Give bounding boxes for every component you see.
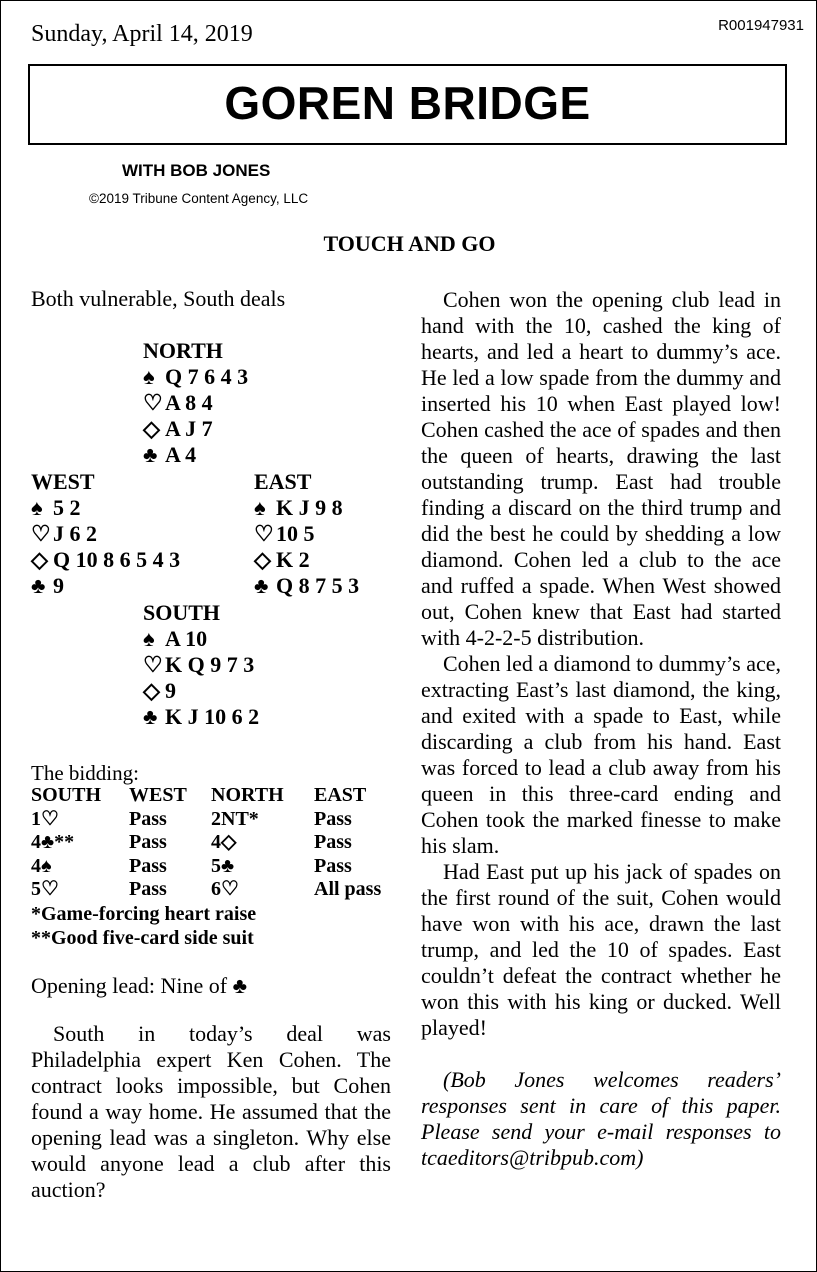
club-icon: ♣ — [143, 442, 158, 467]
bid-cell: Pass — [129, 831, 167, 853]
page-title: GOREN BRIDGE — [224, 77, 591, 129]
spade-icon: ♠ — [254, 495, 266, 520]
south-label: SOUTH — [143, 600, 221, 625]
vulnerability-line: Both vulnerable, South deals — [31, 286, 286, 311]
bid-cell: 5♡ — [31, 878, 59, 900]
copyright: ©2019 Tribune Content Agency, LLC — [89, 191, 309, 206]
heart-icon: ♡ — [143, 652, 163, 677]
north-hearts: A 8 4 — [165, 390, 213, 415]
east-label: EAST — [254, 469, 312, 494]
club-icon: ♣ — [31, 573, 46, 598]
article-headline: TOUCH AND GO — [323, 231, 496, 256]
bidding-note-2: **Good five-card side suit — [31, 927, 254, 949]
west-label: WEST — [31, 469, 95, 494]
north-hand — [143, 338, 248, 468]
bid-cell: 5♣ — [211, 854, 235, 877]
west-hand — [31, 469, 180, 599]
article-right-column — [421, 287, 781, 1171]
club-icon: ♣ — [254, 573, 269, 598]
bid-cell: Pass — [129, 854, 167, 877]
spade-icon: ♠ — [143, 364, 155, 389]
bidding-header: NORTH — [211, 784, 284, 806]
heart-icon: ♡ — [143, 390, 163, 415]
bid-cell: Pass — [314, 854, 352, 877]
bidding-header: WEST — [129, 784, 187, 806]
article-paragraph: Cohen led a diamond to dummy’s ace, extracting East’s last diamond, the king, and exited with a spade to East, while discarding a club from his hand. East was forced to lead a club away from his queen in this three-card ending and Cohen took the marked finesse to make his slam. — [421, 651, 781, 858]
article-left-column — [31, 1021, 391, 1203]
south-diamonds: 9 — [165, 678, 176, 703]
author-signoff: (Bob Jones welcomes readers’ responses sent in care of this paper. Please send your e-mail responses to tcaeditors@tribpub.com) — [421, 1067, 781, 1170]
bid-cell: All pass — [314, 878, 382, 900]
byline: WITH BOB JONES — [122, 161, 271, 180]
west-hearts: J 6 2 — [53, 521, 97, 546]
bid-cell: 6♡ — [211, 878, 239, 900]
south-hearts: K Q 9 7 3 — [165, 652, 255, 677]
diamond-icon: ◇ — [143, 416, 160, 441]
bid-cell: Pass — [314, 831, 352, 853]
diamond-icon: ◇ — [254, 547, 271, 572]
heart-icon: ♡ — [254, 521, 274, 546]
east-hand — [254, 469, 359, 599]
bidding-header: SOUTH — [31, 784, 102, 806]
east-clubs: Q 8 7 5 3 — [276, 573, 360, 598]
bid-cell: 4♣** — [31, 831, 75, 853]
north-spades: Q 7 6 4 3 — [165, 364, 249, 389]
bid-cell: Pass — [129, 878, 167, 900]
north-clubs: A 4 — [165, 442, 197, 467]
bid-cell: 4♠ — [31, 854, 52, 877]
east-hearts: 10 5 — [276, 521, 315, 546]
bidding-header: EAST — [314, 784, 367, 806]
bid-cell: 2NT* — [211, 807, 259, 830]
west-spades: 5 2 — [53, 495, 81, 520]
bid-cell: 1♡ — [31, 807, 59, 830]
south-hand — [143, 600, 259, 730]
bid-cell: Pass — [314, 807, 352, 830]
diamond-icon: ◇ — [31, 547, 48, 572]
bid-cell: Pass — [129, 807, 167, 830]
north-diamonds: A J 7 — [165, 416, 213, 441]
north-label: NORTH — [143, 338, 223, 363]
south-clubs: K J 10 6 2 — [165, 704, 260, 729]
south-spades: A 10 — [165, 626, 208, 651]
diamond-icon: ◇ — [143, 678, 160, 703]
west-clubs: 9 — [53, 573, 64, 598]
article-paragraph: South in today’s deal was Philadelphia expert Ken Cohen. The contract looks impossible, but Cohen found a way home. He assumed that the opening lead was a singleton. Why else would anyone lead a club after this auction? — [31, 1021, 391, 1202]
spade-icon: ♠ — [31, 495, 43, 520]
article-paragraph: Cohen won the opening club lead in hand with the 10, cashed the king of hearts, and led a heart to dummy’s ace. He led a low spade from the dummy and inserted his 10 when East played low! Cohen cashed the ace of spades and then the queen of hearts, drawing the last outstanding trump. East had trouble finding a discard on the third trump and did the best he could by shedding a low diamond. Cohen led a club to the ace and ruffed a spade. When West showed out, Cohen knew that East had started with 4-2-2-5 distribution. — [421, 287, 781, 650]
opening-lead: Opening lead: Nine of ♣ — [31, 973, 248, 998]
east-diamonds: K 2 — [276, 547, 310, 572]
bidding-intro: The bidding: — [31, 761, 139, 785]
west-diamonds: Q 10 8 6 5 4 3 — [53, 547, 181, 572]
bidding-note-1: *Game-forcing heart raise — [31, 903, 257, 925]
publication-date: Sunday, April 14, 2019 — [31, 21, 253, 47]
article-code: R001947931 — [718, 17, 804, 34]
spade-icon: ♠ — [143, 626, 155, 651]
club-icon: ♣ — [143, 704, 158, 729]
bid-cell: 4◇ — [211, 831, 237, 853]
heart-icon: ♡ — [31, 521, 51, 546]
title-box — [28, 64, 787, 145]
east-spades: K J 9 8 — [276, 495, 343, 520]
article-paragraph: Had East put up his jack of spades on the first round of the suit, Cohen would have won with his ace, drawn the last trump, and led the 10 of spades. East couldn’t defeat the contract whether he won this with his king or ducked. Well played! — [421, 859, 781, 1040]
